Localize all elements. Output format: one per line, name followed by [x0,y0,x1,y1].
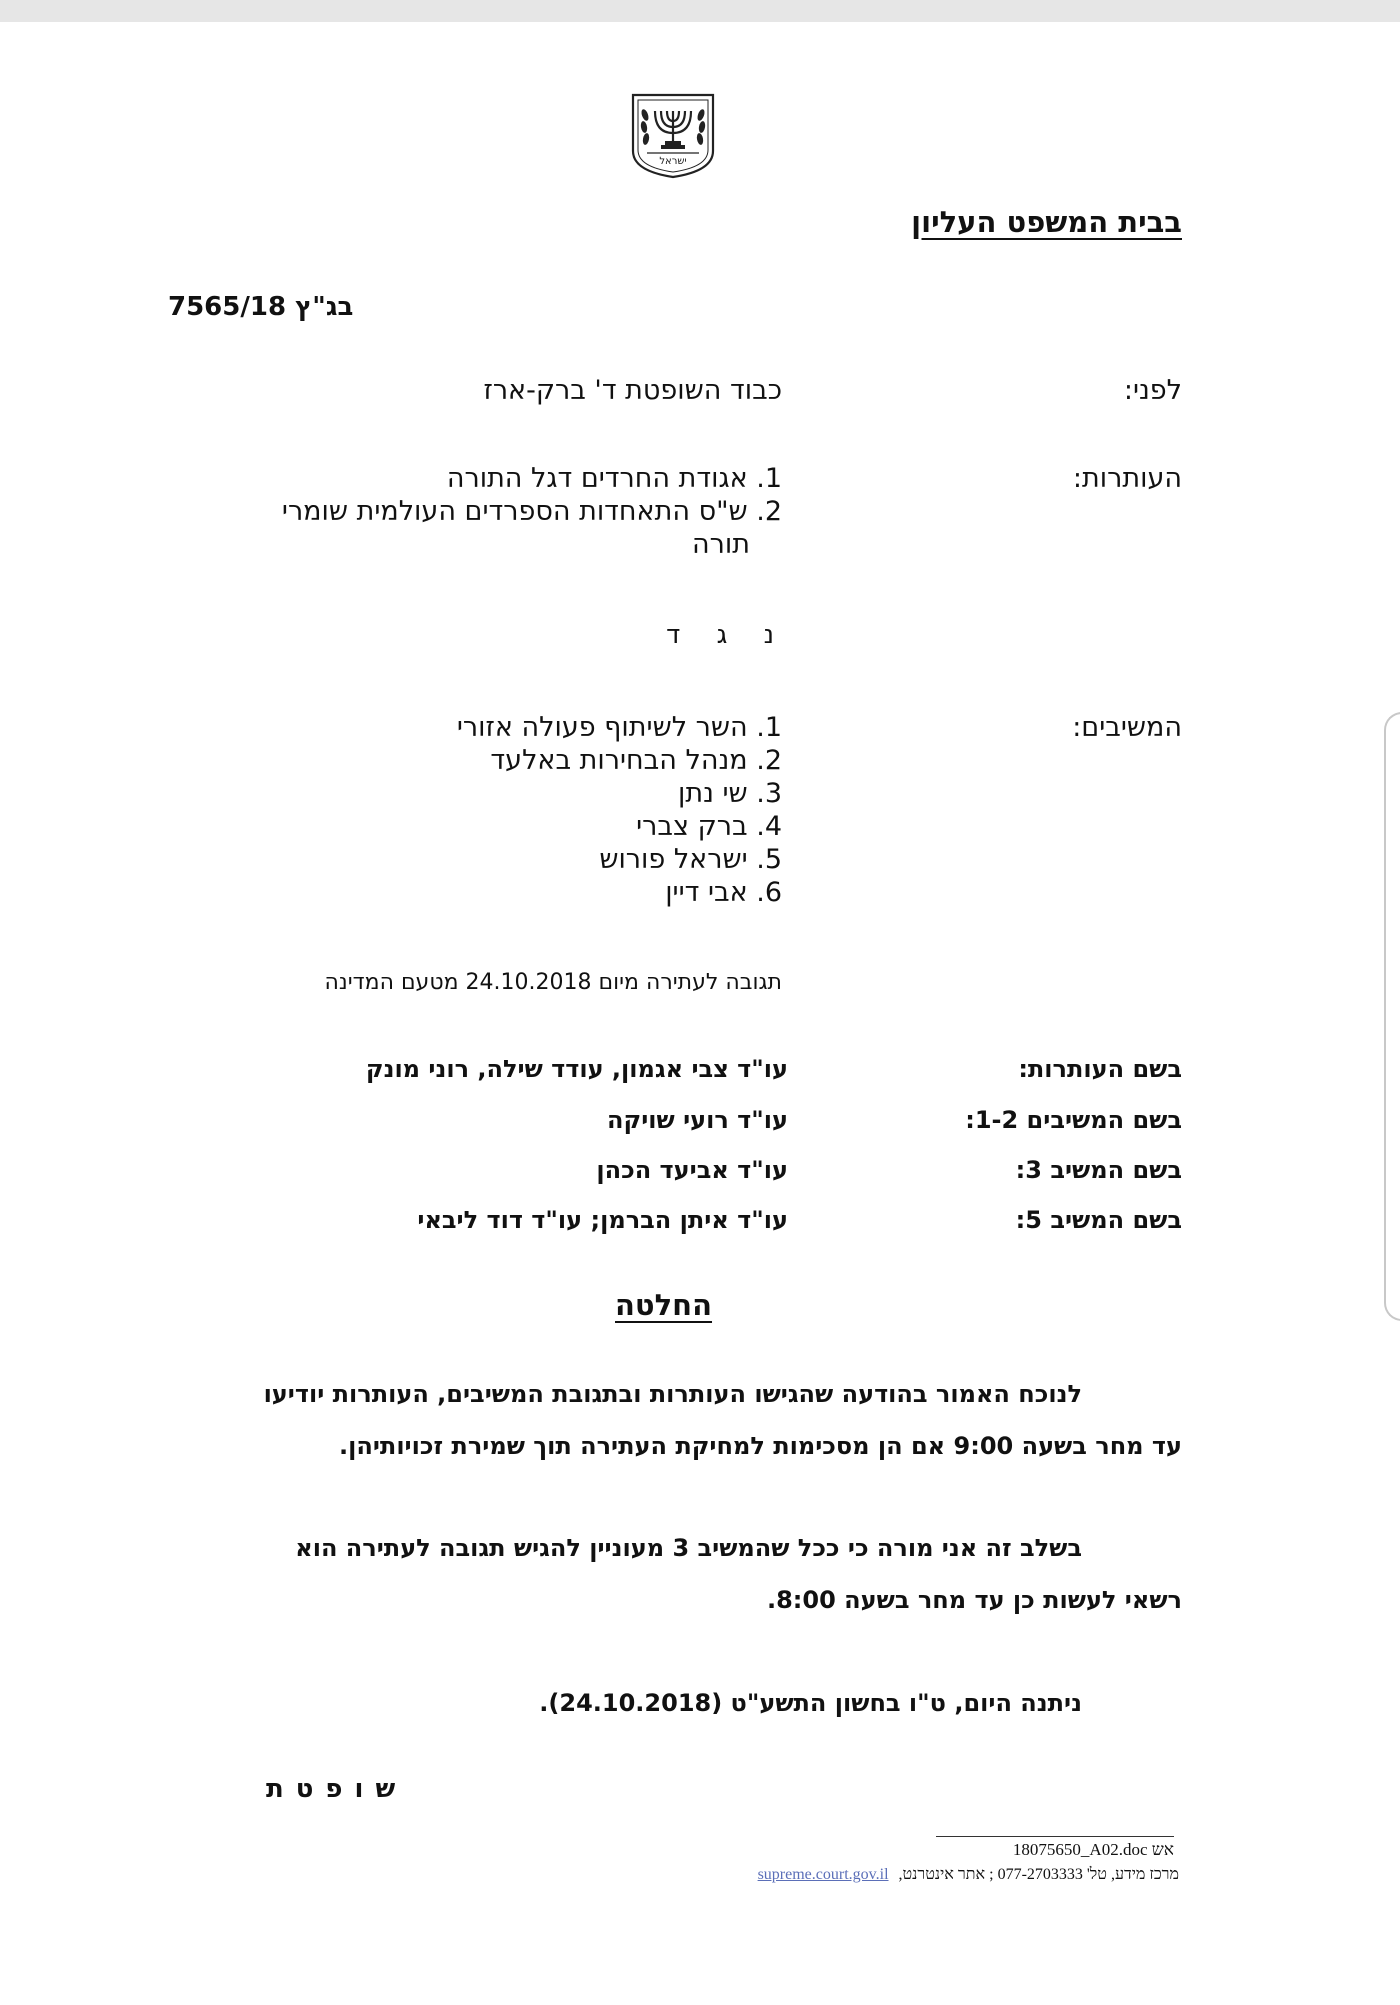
petitioners-label: העותרות: [1072,463,1182,494]
representative-label: בשם המשיב 3: [1015,1156,1182,1184]
footer-divider [936,1836,1174,1837]
respondent-item: 1. השר לשיתוף פעולה אזורי [456,712,782,743]
contact-info: מרכז מידע, טל' 077-2703333 ; אתר אינטרנט, [898,1866,1179,1883]
respondent-item: 6. אבי דיין [665,877,782,908]
petitioner-item: 2. ש"ס התאחדות הספרדים העולמית שומרי [281,496,782,527]
representative-label: בשם המשיב 5: [1015,1206,1182,1234]
given-date-line: ניתנה היום, ט"ו בחשון התשע"ט (24.10.2018). [539,1689,1082,1717]
decision-paragraph-line: רשאי לעשות כן עד מחר בשעה 8:00. [766,1586,1182,1614]
decision-paragraph-line: לנוכח האמור בהודעה שהגישו העותרות ובתגובת המשיבים, העותרות יודיעו [263,1380,1082,1408]
petitioner-item: תורה [692,529,750,560]
decision-title: החלטה [615,1288,713,1322]
respondent-item: 2. מנהל הבחירות באלעד [490,745,782,776]
footer-contact [758,1866,1179,1884]
judge-name: כבוד השופטת ד' ברק-ארז [483,375,782,406]
before-label: לפני: [1123,375,1182,406]
respondent-item: 5. ישראל פורוש [599,844,782,875]
petitioner-item: 1. אגודת החרדים דגל התורה [446,463,782,494]
court-title: בבית המשפט העליון [911,205,1182,239]
representative-value: עו"ד אביעד הכהן [596,1156,788,1184]
representative-label: בשם העותרות: [1018,1055,1182,1083]
document-reference: 18075650_A02.doc אש [1012,1840,1174,1859]
representative-value: עו"ד איתן הברמן; עו"ד דוד ליבאי [417,1206,788,1234]
representative-label: בשם המשיבים 1-2: [965,1106,1182,1134]
website-link[interactable]: supreme.court.gov.il [757,1866,889,1883]
respondent-item: 4. ברק צברי [636,811,782,842]
decision-paragraph-line: בשלב זה אני מורה כי ככל שהמשיב 3 מעוניין להגיש תגובה לעתירה הוא [295,1534,1082,1562]
respondents-label: המשיבים: [1072,712,1182,743]
representative-value: עו"ד צבי אגמון, עודד שילה, רוני מונק [365,1055,788,1083]
versus-label: נ ג ד [666,620,788,650]
response-subject: תגובה לעתירה מיום 24.10.2018 מטעם המדינה [324,970,782,995]
representative-value: עו"ד רועי שויקה [607,1106,788,1134]
case-number: בג"ץ 7565/18 [168,292,354,322]
respondent-item: 3. שי נתן [677,778,782,809]
scrollbar-handle[interactable] [1384,712,1400,1321]
window-top-bar [0,0,1400,22]
decision-paragraph-line: עד מחר בשעה 9:00 אם הן מסכימות למחיקת העתירה תוך שמירת זכויותיהן. [339,1432,1182,1460]
emblem-text: ישראל [659,156,687,167]
state-emblem-icon [627,91,719,179]
judge-signature-label: שופטת [266,1774,408,1804]
